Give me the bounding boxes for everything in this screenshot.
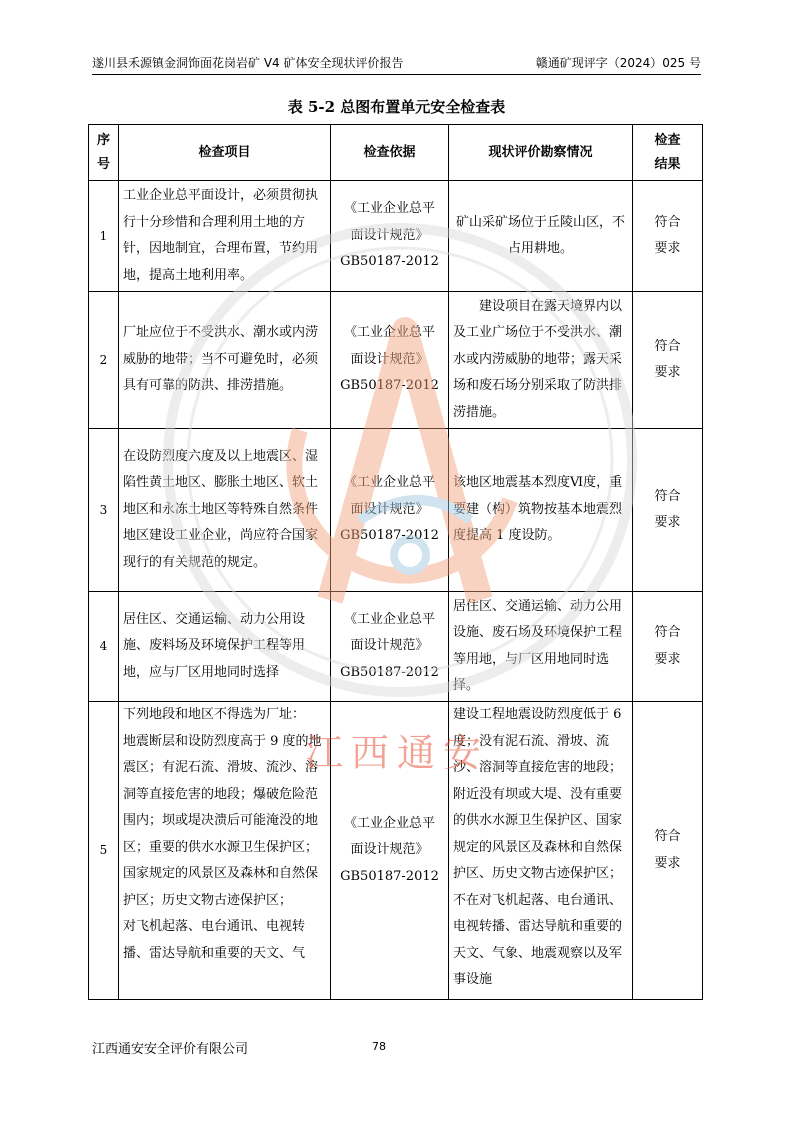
observation: 居住区、交通运输、动力公用设施、废石场及环境保护工程等用地，与厂区用地同时选择。: [449, 592, 633, 702]
check-result: 符合 要求: [633, 702, 703, 1000]
row-no: 3: [89, 429, 119, 592]
check-result: 符合 要求: [633, 592, 703, 702]
col-header-basis: 检查依据: [331, 125, 449, 181]
check-item: 厂址应位于不受洪水、潮水或内涝威胁的地带；当不可避免时，必须具有可靠的防洪、排涝措施。: [119, 292, 331, 429]
row-no: 5: [89, 702, 119, 1000]
header-report-title: 遂川县禾源镇金洞饰面花岗岩矿 V4 矿体安全现状评价报告: [92, 56, 404, 70]
check-basis: 《工业企业总平 面设计规范》 GB50187-2012: [331, 292, 449, 429]
observation: 矿山采矿场位于丘陵山区，不占用耕地。: [449, 181, 633, 292]
table-header-row: [89, 125, 703, 181]
col-header-observation: 现状评价勘察情况: [449, 125, 633, 181]
check-item: 居住区、交通运输、动力公用设施、废料场及环境保护工程等用地，应与厂区用地同时选择: [119, 592, 331, 702]
check-basis: 《工业企业总平 面设计规范》 GB50187-2012: [331, 429, 449, 592]
check-result: 符合 要求: [633, 292, 703, 429]
watermark-text: 江西通安: [305, 731, 490, 775]
check-basis: 《工业企业总平 面设计规范》 GB50187-2012: [331, 181, 449, 292]
check-item: 在设防烈度六度及以上地震区、湿陷性黄土地区、膨胀土地区、软土地区和永冻土地区等特殊自然条件地区建设工业企业，尚应符合国家现行的有关规范的规定。: [119, 429, 331, 592]
observation: 建设项目在露天境界内以及工业广场位于不受洪水、潮水或内涝威胁的地带；露天采场和废石场分别采取了防洪排涝措施。: [449, 292, 633, 429]
check-result: 符合 要求: [633, 181, 703, 292]
page-footer: [92, 1038, 701, 1058]
safety-checklist-table: [88, 124, 703, 1000]
table-row: [89, 181, 703, 292]
page-number: 78: [372, 1040, 386, 1053]
check-item: 工业企业总平面设计，必须贯彻执行十分珍惜和合理利用土地的方针，因地制宜，合理布置，节约用地，提高土地利用率。: [119, 181, 331, 292]
page-header: [92, 52, 701, 75]
table-row: [89, 592, 703, 702]
footer-company: 江西通安安全评价有限公司: [92, 1042, 249, 1057]
table-row: [89, 702, 703, 1000]
header-report-number: 赣通矿现评字（2024）025 号: [535, 56, 701, 70]
table-row: [89, 429, 703, 592]
table-row: [89, 292, 703, 429]
check-basis: 《工业企业总平 面设计规范》 GB50187-2012: [331, 592, 449, 702]
col-header-no: 序号: [89, 125, 119, 181]
observation: 该地区地震基本烈度Ⅵ度，重要建（构）筑物按基本地震烈度提高 1 度设防。: [449, 429, 633, 592]
observation: 建设工程地震设防烈度低于 6 度；没有泥石流、滑坡、流沙、溶洞等直接危害的地段；附近没有坝或大堤、没有重要的供水水源卫生保护区、国家规定的风景区及森林和自然保护区、历史文物古迹保护区；不在对飞机起落、电台通讯、电视转播、雷达导航和重要的天文、气象、地震观察以及军事设施: [449, 702, 633, 1000]
check-result: 符合 要求: [633, 429, 703, 592]
row-no: 1: [89, 181, 119, 292]
check-item: 下列地段和地区不得选为厂址： 地震断层和设防烈度高于 9 度的地震区；有泥石流、滑坡、流沙、溶洞等直接危害的地段；爆破危险范围内；坝或堤决溃后可能淹没的地区；重要的供水水源卫生保护区； 国家规定的风景区及森林和自然保护区；历史文物古迹保护区； 对飞机起落、电台通讯、电视转播、雷达导航和重要的天文、气: [119, 702, 331, 1000]
col-header-result: 检查结果: [633, 125, 703, 181]
table-title: 表 5-2 总图布置单元安全检查表: [287, 98, 506, 116]
col-header-item: 检查项目: [119, 125, 331, 181]
check-basis: 《工业企业总平 面设计规范》 GB50187-2012: [331, 702, 449, 1000]
row-no: 2: [89, 292, 119, 429]
row-no: 4: [89, 592, 119, 702]
